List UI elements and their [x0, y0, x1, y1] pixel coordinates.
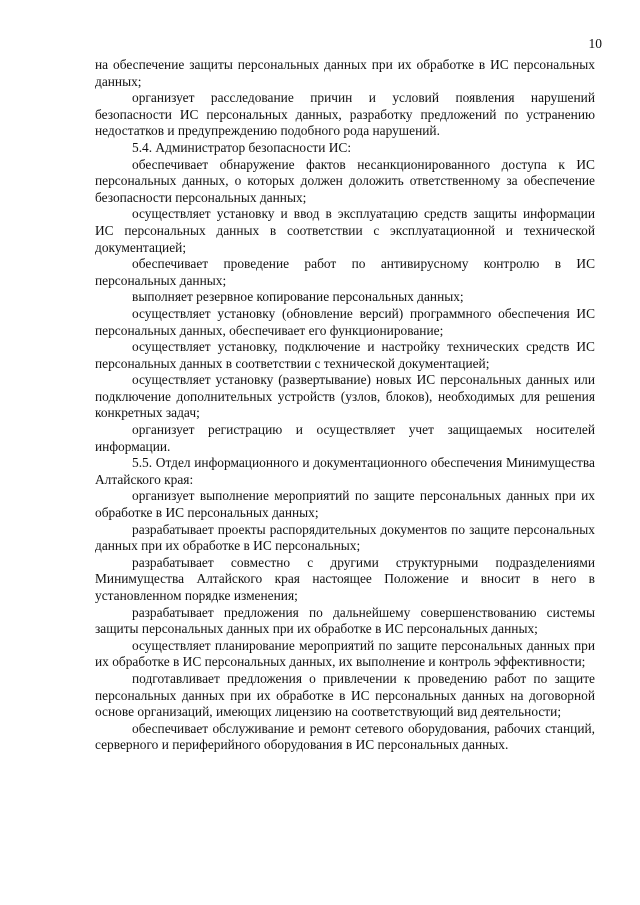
page-number: 10 [588, 36, 602, 51]
paragraph: обеспечивает обслуживание и ремонт сетевого оборудования, рабочих станций, серверного и периферийного оборудования в ИС персональных данных. [95, 720, 595, 753]
paragraph: осуществляет установку, подключение и настройку технических средств ИС персональных данных в соответствии с технической документацией; [95, 339, 595, 371]
paragraph: организует расследование причин и условий появления нарушений безопасности ИС персональных данных, разработку предложений по устранению недостатков и предупреждению подобного рода нарушений. [95, 90, 595, 139]
document-body [95, 57, 595, 754]
paragraph: осуществляет установку (развертывание) новых ИС персональных данных или подключение дополнительных устройств (узлов, блоков), необходимых для решения конкретных задач; [95, 372, 595, 421]
paragraph: обеспечивает обнаружение фактов несанкционированного доступа к ИС персональных данных, о которых должен доложить ответственному за обеспечение безопасности персональных данных; [95, 156, 595, 205]
paragraph-continuation: на обеспечение защиты персональных данных при их обработке в ИС персональных данных; [95, 57, 595, 89]
paragraph: осуществляет установку (обновление версий) программного обеспечения ИС персональных данных, обеспечивает его функционирование; [95, 305, 595, 338]
paragraph: выполняет резервное копирование персональных данных; [132, 289, 464, 305]
section-heading-5-4: 5.4. Администратор безопасности ИС: [132, 139, 352, 155]
paragraph: организует регистрацию и осуществляет учет защищаемых носителей информации. [95, 422, 595, 454]
paragraph: подготавливает предложения о привлечении к проведению работ по защите персональных данных при их обработке в ИС персональных данных на договорной основе организаций, имеющих лицензию на соответствующий вид деятельности; [95, 670, 595, 720]
paragraph: осуществляет установку и ввод в эксплуатацию средств защиты информации ИС персональных данных в соответствии с эксплуатационной и технической документацией; [95, 206, 595, 255]
paragraph: обеспечивает проведение работ по антивирусному контролю в ИС персональных данных; [95, 256, 595, 288]
paragraph: осуществляет планирование мероприятий по защите персональных данных при их обработке в ИС персональных данных, их выполнение и контроль эффективности; [95, 637, 595, 670]
paragraph: разрабатывает проекты распорядительных документов по защите персональных данных при их обработке в ИС персональных; [95, 521, 595, 554]
paragraph: разрабатывает совместно с другими структурными подразделениями Минимущества Алтайского края настоящее Положение и вносит в него в установленном порядке изменения; [95, 554, 595, 603]
paragraph: разрабатывает предложения по дальнейшему совершенствованию системы защиты персональных данных при их обработке в ИС персональных данных; [95, 604, 595, 637]
paragraph: организует выполнение мероприятий по защите персональных данных при их обработке в ИС персональных данных; [95, 488, 595, 521]
section-heading-5-5: 5.5. Отдел информационного и документационного обеспечения Минимущества Алтайского края: [95, 455, 595, 487]
